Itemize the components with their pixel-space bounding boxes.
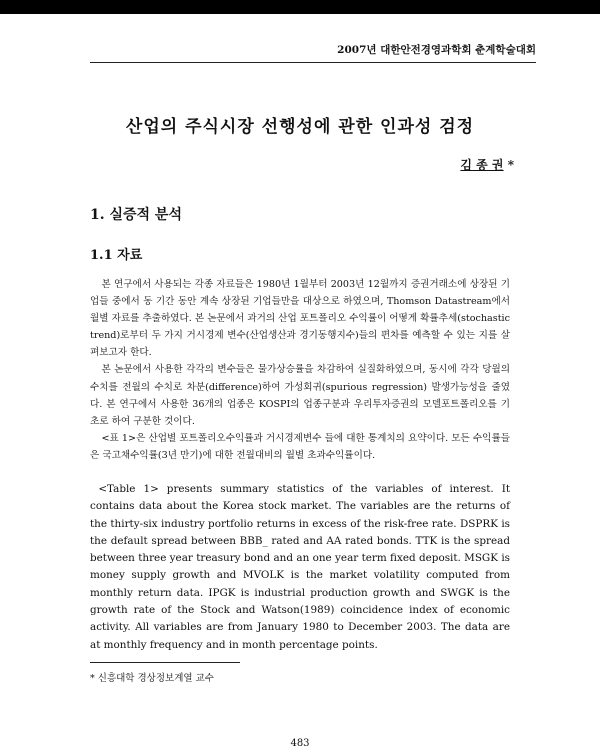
korean-paragraph-1: 본 연구에서 사용되는 각종 자료들은 1980년 1월부터 2003년 12월까지 증권거래소에 상장된 기업들 중에서 동 기간 동안 계속 상장된 기업들만을 대상으로 하였으며, Thomson Datastream에서 월별 자료를 추출하였다. 본 논문에서 과거의 산업 포트폴리오 수익률이 어떻게 확률추세(stochastic trend)로부터 두 가지 거시경제 변수(산업생산과 경기동행지수)들의 편차를 예측할 수 있는 지를 살펴보고자 한다. [90,279,510,359]
paper-title: 산업의 주식시장 선행성에 관한 인과성 검정 [125,117,475,137]
author-line [460,156,514,173]
page-number: 483 [290,738,310,749]
subsection-heading: 1.1 자료 [90,248,143,263]
footnote: * 신흥대학 경상정보계열 교수 [90,673,214,684]
korean-paragraph-3: <표 1>은 산업별 포트폴리오수익률과 거시경제변수 들에 대한 통계치의 요약이다. 모든 수익률들은 국고채수익률(3년 만기)에 대한 전월대비의 월별 초과수익률이다. [90,432,510,461]
section-heading: 1. 실증적 분석 [90,207,182,223]
english-paragraph: <Table 1> presents summary statistics of the variables of interest. It contains data about the Korea stock market. The variables are the returns of the thirty-six industry portfolio returns in excess of the risk-free rate. DSPRK is the default spread between BBB_ rated and AA rated bonds. TTK is the spread between three year treasury bond and an one year term fixed deposit. MSGK is money supply growth and MVOLK is the market volatility computed from monthly return data. IPGK is industrial production growth and SWGK is the growth rate of the Stock and Watson(1989) coincidence index of economic activity. All variables are from January 1980 to December 2003. The data are at monthly frequency and in month percentage points. [90,483,510,651]
footnote-divider [90,662,240,663]
korean-body [90,276,510,464]
running-header: 2007년 대한안전경영과학회 춘계학술대회 [90,42,536,63]
english-body [90,481,510,654]
korean-paragraph-2: 본 논문에서 사용한 각각의 변수들은 물가상승률을 차감하여 실질화하였으며, 동시에 각각 당월의 수치를 전월의 수치로 차분(difference)하여 가성회귀(spurious regression) 발생가능성을 줄였다. 본 연구에서 사용한 36개의 업종은 KOSPI의 업종구분과 우리투자증권의 모델포트폴리오를 기초로 하여 구분한 것이다. [90,364,510,427]
author-footnote-mark: * [507,158,514,172]
author-name: 김 종 권 [460,158,504,172]
